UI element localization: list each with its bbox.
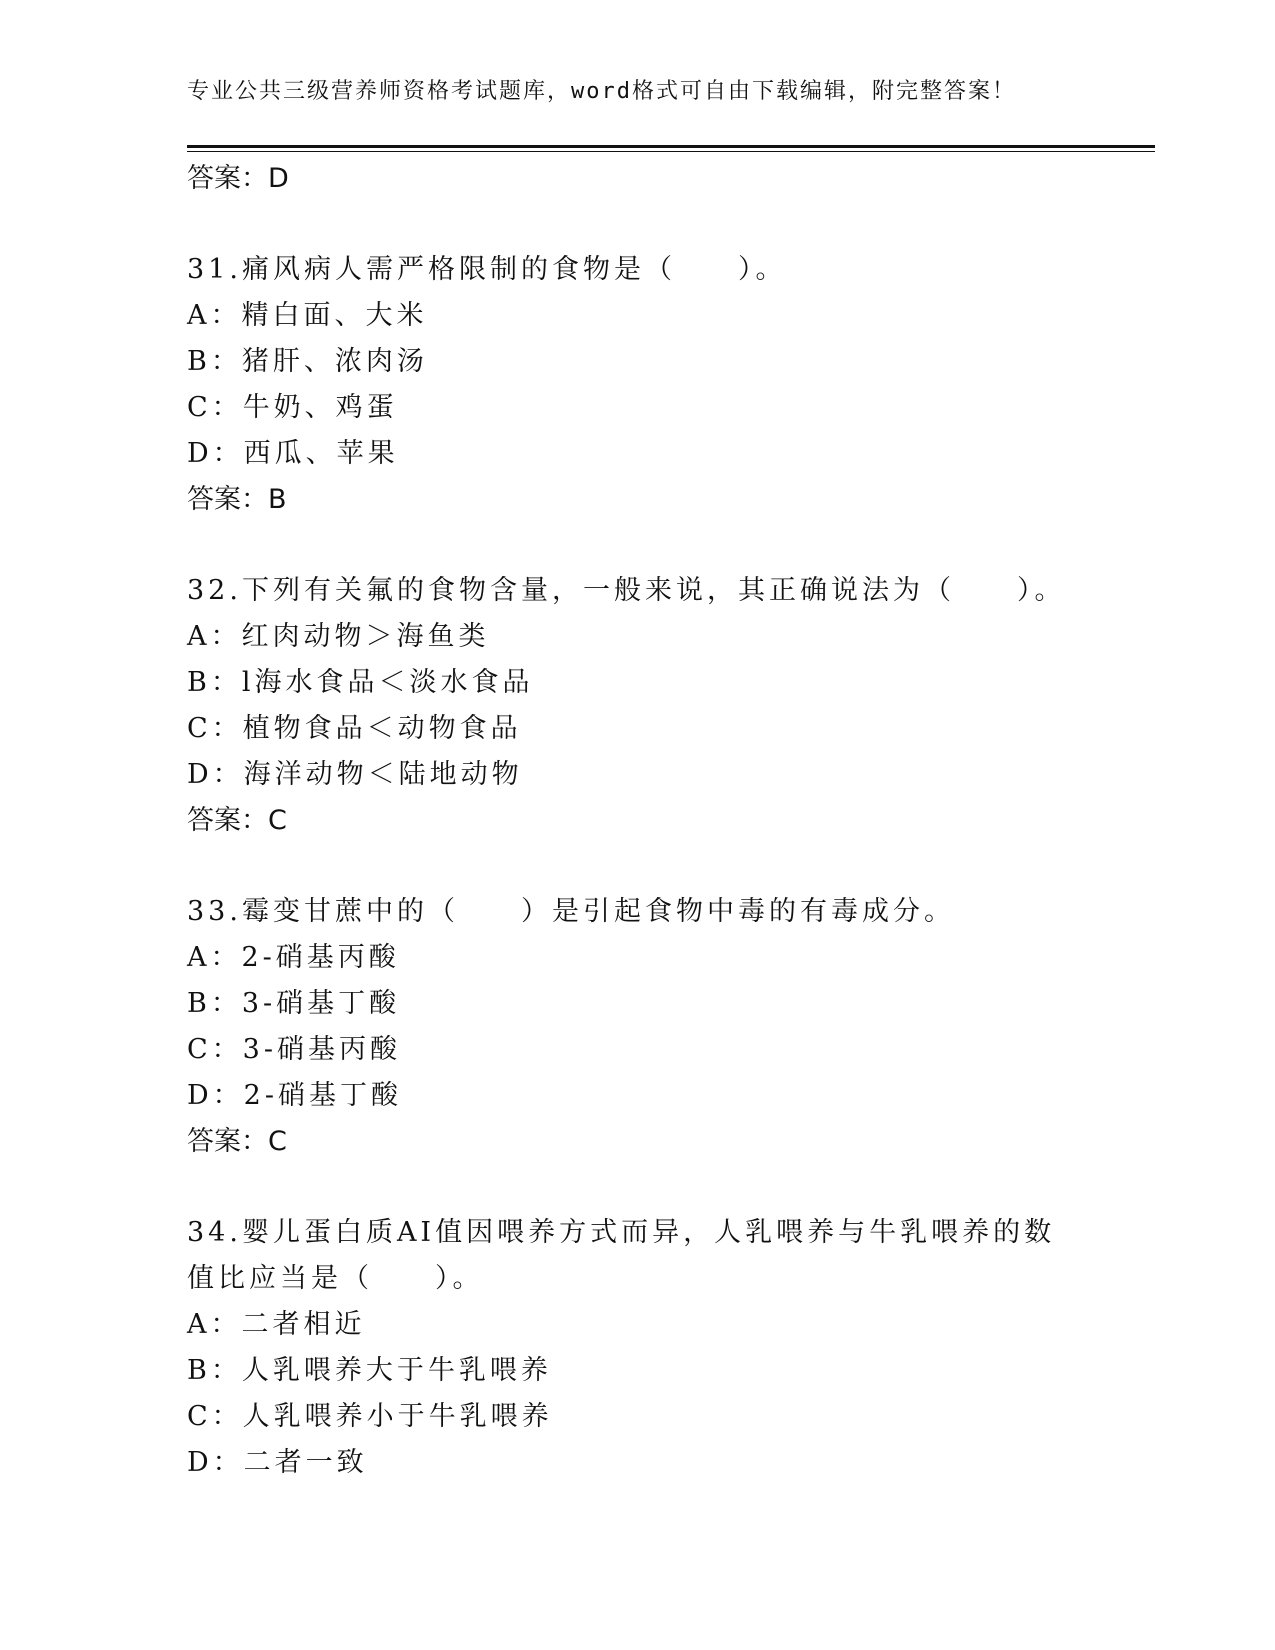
answer: 答案：C [187, 805, 287, 836]
option-a: A：红肉动物＞海鱼类 [187, 621, 490, 652]
option-d: D：西瓜、苹果 [187, 438, 399, 469]
question-text: 32.下列有关氟的食物含量，一般来说，其正确说法为（ ）。 [187, 575, 1066, 606]
spacer [187, 523, 1155, 568]
question-32 [187, 568, 1155, 844]
question-33 [187, 889, 1155, 1165]
option-c: C：植物食品＜动物食品 [187, 713, 522, 744]
option-d: D：2-硝基丁酸 [187, 1080, 402, 1111]
spacer [187, 202, 1155, 247]
option-b: B：猪肝、浓肉汤 [187, 346, 428, 377]
spacer [187, 844, 1155, 889]
option-a: A：二者相近 [187, 1309, 366, 1340]
spacer [187, 1165, 1155, 1210]
question-text: 31.痛风病人需严格限制的食物是（ ）。 [187, 254, 787, 285]
answer: 答案：C [187, 1126, 287, 1157]
option-a: A：精白面、大米 [187, 300, 428, 331]
option-c: C：3-硝基丙酸 [187, 1034, 401, 1065]
option-c: C：人乳喂养小于牛乳喂养 [187, 1401, 553, 1432]
option-a: A：2-硝基丙酸 [187, 942, 400, 973]
question-list [187, 156, 1155, 1486]
option-d: D：海洋动物＜陆地动物 [187, 759, 523, 790]
answer: 答案：B [187, 484, 287, 515]
option-d: D：二者一致 [187, 1447, 368, 1478]
header-rule-thick [187, 145, 1155, 148]
option-b: B：l海水食品＜淡水食品 [187, 667, 534, 698]
answer-previous: 答案：D [187, 163, 289, 194]
question-text: 33.霉变甘蔗中的（ ）是引起食物中毒的有毒成分。 [187, 896, 955, 927]
question-34 [187, 1210, 1155, 1486]
question-31 [187, 247, 1155, 523]
page-header: 专业公共三级营养师资格考试题库，word格式可自由下载编辑，附完整答案！ [187, 79, 1016, 104]
header-rule-thin [187, 151, 1155, 152]
option-b: B：人乳喂养大于牛乳喂养 [187, 1355, 552, 1386]
option-c: C：牛奶、鸡蛋 [187, 392, 398, 423]
question-text: 34.婴儿蛋白质AI值因喂养方式而异，人乳喂养与牛乳喂养的数值比应当是（ ）。 [187, 1217, 1056, 1294]
option-b: B：3-硝基丁酸 [187, 988, 401, 1019]
